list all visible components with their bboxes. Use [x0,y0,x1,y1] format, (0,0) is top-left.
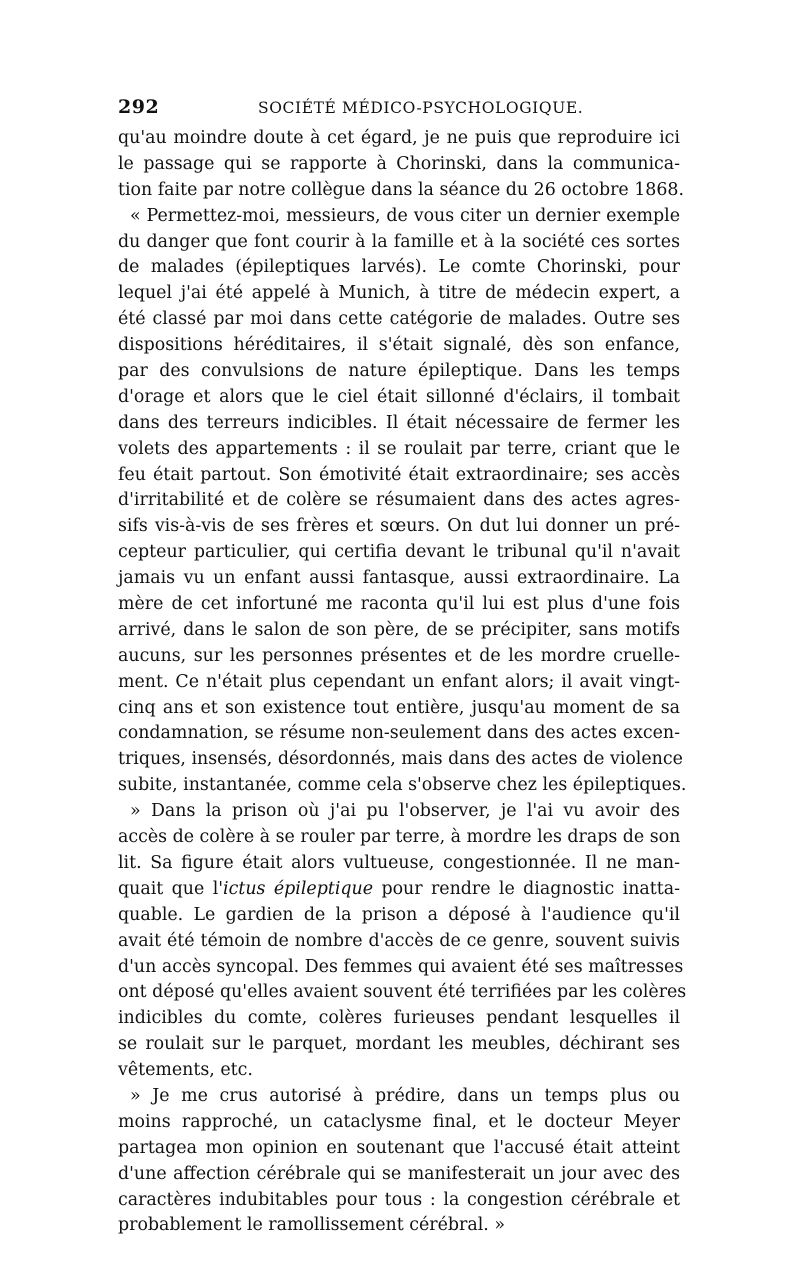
text-segment: quait que l' [118,878,224,899]
italic-term: ictus épileptique [223,878,374,899]
text-line: moins rapproché, un cataclysme final, et le docteur Meyer [118,1111,680,1132]
text-line: lequel j'ai été appelé à Munich, à titre de médecin expert, a [118,283,680,304]
text-line: « Permettez-moi, messieurs, de vous citer un dernier exemple [130,205,680,226]
text-line: partagea mon opinion en soutenant que l'accusé était atteint [118,1137,680,1158]
text-line: tion faite par notre collègue dans la séance du 26 octobre 1868. [118,179,685,200]
text-line: quable. Le gardien de la prison a déposé à l'audience qu'il [118,904,680,925]
text-line: arrivé, dans le salon de son père, de se précipiter, sans motifs [118,619,680,640]
text-line: volets des appartements : il se roulait par terre, criant que le [118,438,680,459]
text-line: d'un accès syncopal. Des femmes qui avaient été ses maîtresses [118,956,684,977]
text-line: été classé par moi dans cette catégorie de malades. Outre ses [118,309,680,330]
text-line: vêtements, etc. [118,1060,253,1081]
text-line: condamnation, se résume non-seulement dans des actes excen- [118,723,680,744]
text-line: du danger que font courir à la famille et à la société ces sortes [118,231,680,252]
text-line: ment. Ce n'était plus cependant un enfant alors; il avait vingt- [118,671,680,692]
text-line: d'une affection cérébrale qui se manifesterait un jour avec des [118,1163,680,1184]
text-line: sifs vis-à-vis de ses frères et sœurs. On dut lui donner un pré- [118,516,680,537]
page-number: 292 [118,96,160,118]
text-line: accès de colère à se rouler par terre, à mordre les draps de son [118,827,681,848]
text-line-with-italic [118,877,680,903]
text-line: » Je me crus autorisé à prédire, dans un temps plus ou [130,1085,680,1106]
book-page [118,96,687,1239]
text-segment: pour rendre le diagnostic inatta- [373,878,681,899]
running-title: SOCIÉTÉ MÉDICO-PSYCHOLOGIQUE. [258,99,584,117]
text-line: se roulait sur le parquet, mordant les meubles, déchirant ses [118,1034,680,1055]
text-line: d'irritabilité et de colère se résumaient dans des actes agres- [118,490,680,511]
text-line: » Dans la prison où j'ai pu l'observer, je l'ai vu avoir des [130,801,680,822]
text-line: le passage qui se rapporte à Chorinski, dans la communica- [118,153,680,174]
text-line: caractères indubitables pour tous : la congestion cérébrale et [118,1189,680,1210]
text-line: dispositions héréditaires, il s'était signalé, dès son enfance, [118,335,680,356]
text-line: dans des terreurs indicibles. Il était nécessaire de fermer les [118,412,680,433]
text-line: jamais vu un enfant aussi fantasque, aussi extraordinaire. La [118,568,680,589]
text-line: subite, instantanée, comme cela s'observe chez les épileptiques. [118,775,687,796]
text-line: cinq ans et son existence tout entière, jusqu'au moment de sa [118,697,680,718]
text-line: avait été témoin de nombre d'accès de ce genre, souvent suivis [118,930,680,951]
text-line: triques, insensés, désordonnés, mais dans des actes de violence [118,749,683,770]
text-line: d'orage et alors que le ciel était sillonné d'éclairs, il tombait [118,386,680,407]
text-line: lit. Sa figure était alors vultueuse, congestionnée. Il ne man- [118,852,680,873]
text-line: cepteur particulier, qui certifia devant le tribunal qu'il n'avait [118,542,680,563]
text-line: ont déposé qu'elles avaient souvent été terrifiées par les colères [118,982,687,1003]
body-text [118,126,687,1239]
text-line: probablement le ramollissement cérébral. » [118,1215,505,1236]
text-line: aucuns, sur les personnes présentes et de les mordre cruelle- [118,645,680,666]
text-line: mère de cet infortuné me raconta qu'il lui est plus d'une fois [118,594,680,615]
text-line: de malades (épileptiques larvés). Le comte Chorinski, pour [118,257,680,278]
running-head [118,96,680,126]
text-line: indicibles du comte, colères furieuses pendant lesquelles il [118,1008,680,1029]
text-line: par des convulsions de nature épileptique. Dans les temps [118,361,680,382]
text-line: qu'au moindre doute à cet égard, je ne puis que reproduire ici [118,128,680,148]
text-line: feu était partout. Son émotivité était extraordinaire; ses accès [118,464,680,485]
